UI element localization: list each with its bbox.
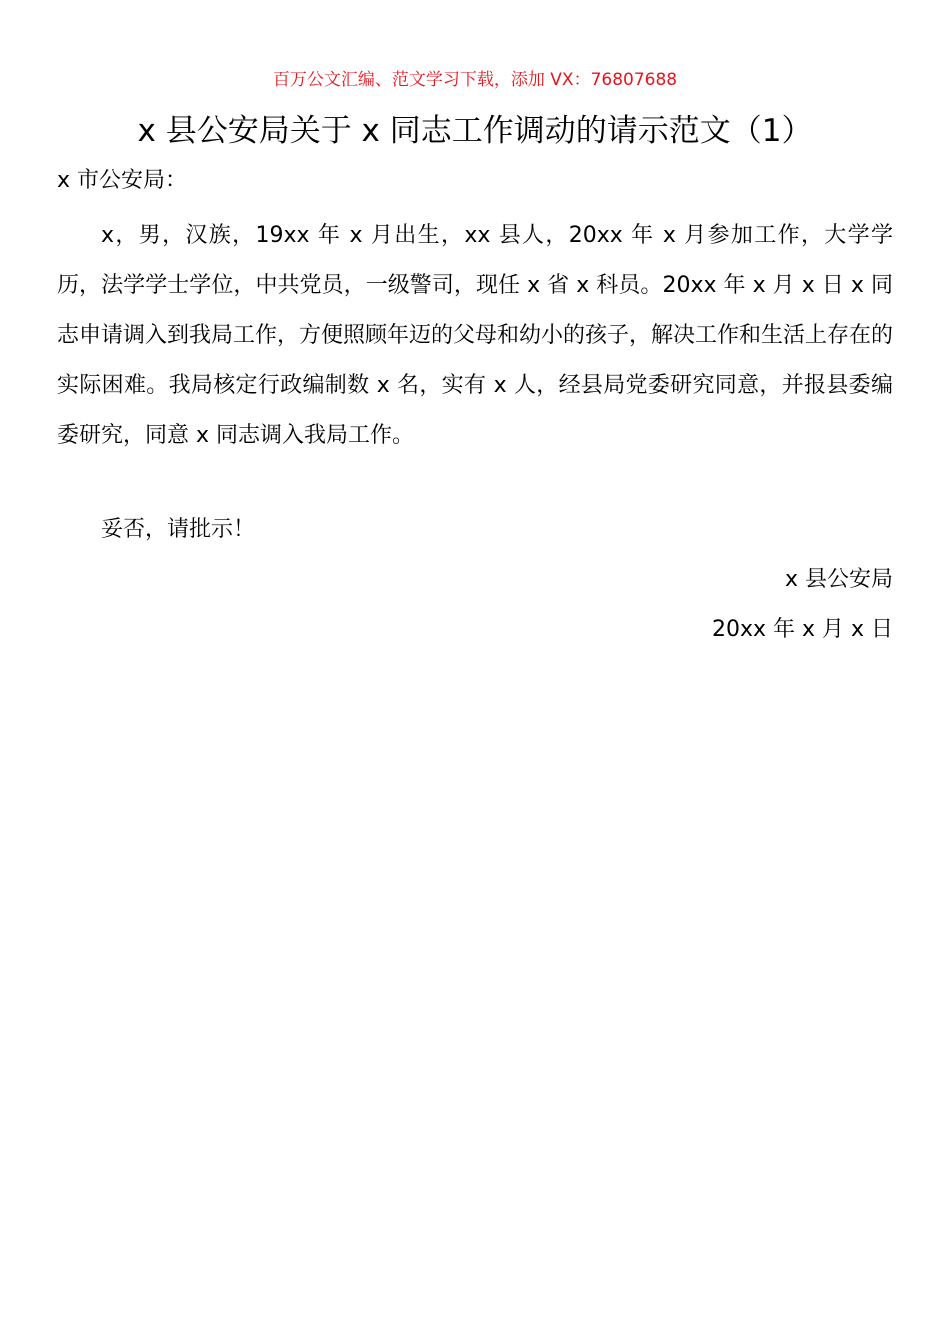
body-paragraph: x，男，汉族，19xx 年 x 月出生，xx 县人，20xx 年 x 月参加工作，大学学历，法学学士学位，中共党员，一级警司，现任 x 省 x 科员。20xx 年 x 月 x 日 x 同志申请调入到我局工作，方便照顾年迈的父母和幼小的孩子，解决工作和生活上存在的实际困难。我局核定行政编制数 x 名，实有 x 人，经县局党委研究同意，并报县委编委研究，同意 x 同志调入我局工作。 bbox=[57, 223, 894, 448]
signer: x 县公安局 bbox=[784, 567, 893, 592]
request-line: 妥否，请批示！ bbox=[101, 517, 256, 542]
promo-banner: 百万公文汇编、范文学习下载，添加 VX：76807688 bbox=[272, 70, 678, 90]
salutation: x 市公安局： bbox=[57, 168, 188, 193]
document-title: x 县公安局关于 x 同志工作调动的请示范文（1） bbox=[137, 113, 813, 149]
document-date: 20xx 年 x 月 x 日 bbox=[711, 617, 893, 642]
